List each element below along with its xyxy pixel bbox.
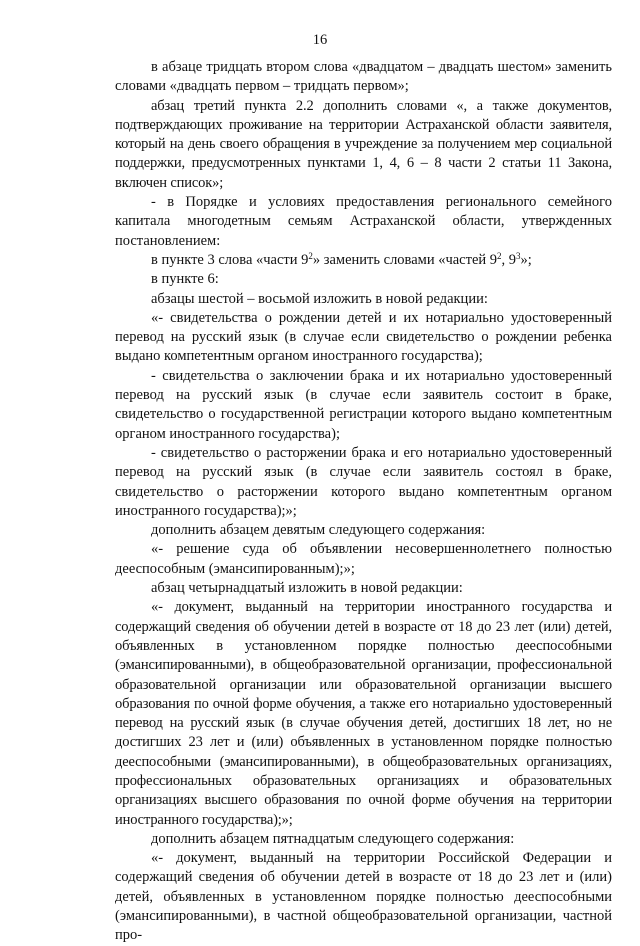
superscript: 2 bbox=[497, 250, 502, 261]
paragraph: абзац третий пункта 2.2 дополнить словами «, а также документов, подтверждающих проживание на территории Астраханской области заявителя, который на день своего обращения в учреждение за получением мер социальной поддержки, предусмотренных пунктами 1, 4, 6 – 8 части 2 статьи 11 Закона, включен список»; bbox=[115, 97, 612, 191]
paragraph-text: в пункте 3 слова «части 9 bbox=[151, 251, 309, 268]
superscript: 3 bbox=[516, 250, 521, 261]
page-number: 16 bbox=[312, 32, 328, 48]
paragraph: в абзаце тридцать втором слова «двадцатом – двадцать шестом» заменить словами «двадцать первом – тридцать первом»; bbox=[115, 59, 612, 95]
paragraph: - свидетельство о расторжении брака и его нотариально удостоверенный перевод на русский язык (в случае если заявитель состоял в браке, свидетельство о расторжении которого выдано компетентным органом иностранного государства);»; bbox=[115, 444, 612, 519]
paragraph: «- документ, выданный на территории Российской Федерации и содержащий сведения об обучении детей в возрасте от 18 до 23 лет и (или) детей, объявленных в установленном порядке полностью дееспособными (эмансипированными), в частной общеобразовательной организации, частной про- bbox=[115, 850, 612, 944]
paragraph bbox=[115, 251, 612, 270]
paragraph: - в Порядке и условиях предоставления регионального семейного капитала многодетным семьям Астраханской области, утвержденных постановлением: bbox=[115, 194, 612, 249]
paragraph-text: »; bbox=[520, 251, 532, 268]
paragraph: - свидетельства о заключении брака и их нотариально удостоверенный перевод на русский язык (в случае если заявитель состоит в браке, свидетельство о государственной регистрации которого выдано компетентным органом иностранного государства); bbox=[115, 367, 612, 442]
paragraph-text: , 9 bbox=[501, 251, 517, 268]
paragraph: дополнить абзацем девятым следующего содержания: bbox=[151, 522, 486, 539]
superscript: 2 bbox=[308, 250, 313, 261]
paragraph-text: » заменить словами «частей 9 bbox=[312, 251, 498, 268]
paragraph: «- документ, выданный на территории иностранного государства и содержащий сведения об обучении детей в возрасте от 18 до 23 лет (или) детей, объявленных в установленном порядке полностью дееспособными (эмансипированными), в общеобразовательной организации, профессиональной образовательной организации или образовательной организации высшего образования по очной форме обучения, а также его нотариально удостоверенный перевод на русский язык (в случае обучения детей, достигших 18 лет, но не достигших 23 лет и (или) объявленных в установленном порядке полностью дееспособными (эмансипированными), в общеобразовательных организациях, профессиональных образовательных организациях и образовательных организациях высшего образования по очной форме обучения на территории иностранного государства);»; bbox=[115, 599, 612, 828]
paragraph: в пункте 6: bbox=[151, 271, 219, 288]
paragraph: «- решение суда об объявлении несовершеннолетнего полностью дееспособным (эмансипированным);»; bbox=[115, 541, 612, 577]
paragraph: дополнить абзацем пятнадцатым следующего содержания: bbox=[151, 830, 515, 847]
paragraph: абзац четырнадцатый изложить в новой редакции: bbox=[151, 580, 463, 597]
document-body bbox=[115, 58, 612, 946]
paragraph: абзацы шестой – восьмой изложить в новой редакции: bbox=[151, 290, 488, 307]
paragraph: «- свидетельства о рождении детей и их нотариально удостоверенный перевод на русский язык (в случае если свидетельство о рождении ребенка выдано компетентным органом иностранного государства); bbox=[115, 309, 612, 365]
